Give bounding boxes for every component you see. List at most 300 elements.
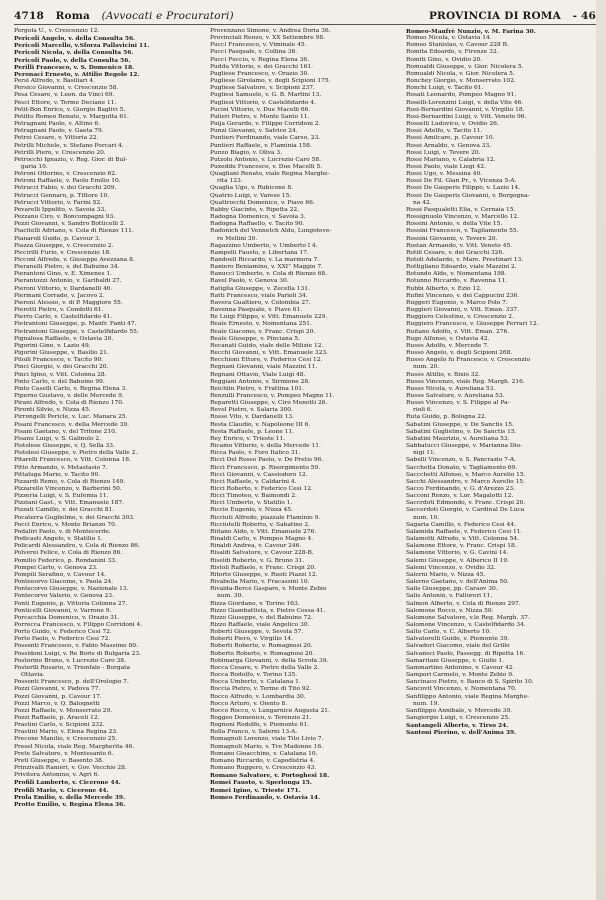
- directory-entry: Prola Emilio, v. della Mercede 39.: [14, 793, 126, 801]
- directory-entry: Saccerdoti Giorgio, v. Cardinal De Luca: [406, 507, 525, 514]
- directory-entry: Regnani Ottavio, Viale Luigi 48.: [210, 371, 306, 378]
- page-header: [14, 10, 596, 25]
- directory-entry: Romita Edoardo, v. Firenze 32.: [406, 49, 499, 56]
- directory-entry: Ricca Paolo, v. Foro Italico 31.: [210, 450, 301, 457]
- directory-entry: Petrucci Gennaro, p. Tittore 10.: [14, 192, 110, 199]
- directory-entry: Salamone Vittorio, v. G. Cavini 14.: [406, 550, 509, 557]
- directory-entry: Ravel Paolo, v. Genova 30.: [210, 278, 289, 285]
- directory-entry: Prastini Mario, v. Elena Regina 23.: [14, 729, 118, 736]
- directory-entry: Pontecorvo Valerio, v. Genova 23.: [14, 593, 114, 600]
- directory-entry: Romagnoli Mario, v. Tre Madonne 16.: [210, 743, 324, 750]
- directory-entry: Rosati Leonardo, Pompeo Magno 91.: [406, 92, 517, 99]
- directory-entry: Pugliesi Vittorio, v. Castelfidardo 4.: [210, 99, 316, 106]
- directory-entry: num. 20.: [413, 364, 440, 371]
- directory-entry: Pinto Caselli Carlo, v. Regina Elena 3.: [14, 385, 128, 392]
- directory-entry: Ronchi Luigi, v. Tacito 61.: [406, 85, 484, 92]
- directory-entry: Pozzi Raffaele, v. Monserrato 29.: [14, 707, 113, 714]
- directory-entry: rita 123.: [217, 178, 243, 185]
- directory-entry: Sabatini Guglielmo, v. De Sanctis 15.: [406, 428, 517, 435]
- directory-entry: Rossini Antonio, v. della Vite 15.: [406, 221, 503, 228]
- directory-entry: Sabatini Maurizio, v. Aureliana 53.: [406, 435, 510, 442]
- directory-entry: Pesci Ettore, v. Terme Deciane 11.: [14, 99, 117, 106]
- directory-entry: Sabatini Giuseppe, v. De Sanctis 15.: [406, 421, 514, 428]
- directory-entry: Radogna Raffaello, v. Tacito 90.: [210, 221, 305, 228]
- directory-entry: Romualdi Nicola, v. Gior. Nicolera 5.: [406, 70, 515, 77]
- directory-entry: Ruggeri Eugenio, v. Marco Polo 7.: [406, 299, 508, 306]
- directory-entry: Rosi-Bernardini Giovanni, v. Virgilio 18.: [406, 106, 525, 113]
- directory-entry: Petrei Cesare, v. Vittoria 22.: [14, 135, 99, 142]
- directory-entry: Pomilio Federico, p. Rondanini 33.: [14, 557, 117, 564]
- directory-entry: Renzulli Francesco, v. Pompeo Magno 11.: [210, 392, 335, 399]
- directory-entry: Sampori Carmelo, v. Monte Zebio 9.: [406, 672, 514, 679]
- directory-entry: Protto Emilio, v. Regina Elena 36.: [14, 800, 126, 808]
- directory-entry: Putzolu Antonio, v. Lucrezio Caro 58.: [210, 156, 321, 163]
- directory-entry: Provenzano Simone, v. Andrea Doria 36.: [210, 28, 331, 34]
- directory-entry: Salvaneci Paolo, Passegg. di Ripetta 16.: [406, 650, 526, 657]
- directory-entry: Rizzo Giuseppe, v. del Babuino 72.: [210, 614, 313, 621]
- directory-entry: Romano Riccardo, v. Capodistria 4.: [210, 757, 316, 764]
- directory-entry: Ricci Giovanni, v. Cassiodoro 12.: [210, 471, 308, 478]
- directory-entry: Petragnani Paolo, v. Gaeta 79.: [14, 128, 104, 135]
- directory-entry: Rufini Vincenzo, v. dei Cappucini 236.: [406, 292, 520, 299]
- directory-entry: Ricci Roberto, v. Federico Cesi 12.: [210, 486, 313, 492]
- directory-entry: Ricamo Vittorio, v. della Mercede 11.: [210, 443, 321, 450]
- directory-entry: Salis Antonio, v. Falloreri 11.: [406, 593, 493, 600]
- directory-entry: Prinzivalli Ranieri, v. Gov. Vecchio 28.: [14, 765, 127, 772]
- directory-entry: Pozzi Marco, v. Q. Baloqnetti: [14, 700, 100, 707]
- directory-entry: Petrilli Piero, v. Crescenzio 20.: [14, 149, 106, 156]
- directory-entry: Pierantoni Gino, v. E. Ximenes 1.: [14, 271, 112, 278]
- directory-entry: Russo Angelo, v. degli Scipioni 268.: [406, 350, 513, 357]
- directory-entry: Podicasti Angelo, v. Statilio 1.: [14, 536, 103, 543]
- directory-entry: Reggiani Antonio, v. Sirmione 28.: [210, 378, 310, 385]
- directory-entry: Sancinaco Pietro, v. Banco di S. Spirito 10.: [406, 679, 534, 686]
- directory-entry: Pericoli Angelo, v. della Consulta 56.: [14, 35, 136, 43]
- directory-entry: Quaglia Ugo, v. Rubicone 8.: [210, 185, 293, 192]
- directory-entry: Riccio Eugenio, v. Nizza 45.: [210, 507, 293, 514]
- directory-entry: Romei Igino, v. Trieste 171.: [210, 786, 301, 794]
- directory-entry: Rubbi Alberto, v. Ezio 12.: [406, 285, 482, 292]
- directory-entry: Pirrongelli Pericle, v. Luc. Manara 25.: [14, 414, 128, 421]
- directory-entry: Rocca Rodolfo, v. Torino 135.: [210, 672, 298, 679]
- directory-entry: Puija Gerardo, v. Filippo Corridoni 2.: [210, 121, 321, 128]
- directory-entry: Romeo-Manfrè Nunzio, v. M. Farina 30.: [406, 28, 536, 35]
- directory-entry: Pisani Francesco, v. della Mercede 39.: [14, 421, 129, 428]
- directory-entry: Rossignuolo Vincenzo, v. Marcello 12.: [406, 214, 519, 221]
- directory-entry: Rinaldi Andrea, v. Cavour 246.: [210, 543, 302, 550]
- directory-entry: Recchi Giovanni, v. Vitt. Emanuele 323.: [210, 350, 328, 357]
- directory-entry: Ranucci Umberto, v. Cola di Rienzo 68.: [210, 271, 328, 278]
- directory-entry: Pietrantoni Giuseppe, v. Castelfidardo 55.: [14, 328, 139, 335]
- directory-entry: Pierro Carlo, v. Castelfidardo 41.: [14, 314, 113, 321]
- directory-entry: Pericoli Paolo, v. della Consulta 56.: [14, 56, 131, 64]
- directory-entry: Piazza Giuseppe, v. Crescenzio 2.: [14, 242, 114, 249]
- directory-entry: Russo Nicola, v. Aureliana 53.: [406, 385, 496, 392]
- directory-entry: Pocaterra Guglielmo, v. dei Gracchi 303.: [14, 514, 135, 521]
- directory-entry: num. 10.: [413, 514, 440, 521]
- directory-entry: Precone Manilio, v. Crescenzio 25.: [14, 736, 118, 743]
- directory-entry: Petitto Romeo Renato, v. Margutta 61.: [14, 113, 129, 120]
- directory-entry: Ottavia.: [21, 672, 45, 679]
- directory-entry: Rottigliano Edoardo, viale Mazzini 2.: [406, 264, 517, 271]
- directory-entry: Pieranelli Pietro, v. del Babuino 34.: [14, 264, 120, 271]
- directory-entry: Roberti Roberto, v. Romagnosi 20.: [210, 643, 313, 650]
- directory-entry: Rossi Paolo, viale Liegi 42.: [406, 163, 486, 170]
- directory-entry: Posterlli Rosario, v. Trionfale - Borgata: [14, 664, 130, 671]
- directory-entry: Ricci Del Rosso Paolo, v. De Pretis 96.: [210, 457, 324, 464]
- directory-entry: Santangeli Alberto, v. Tirso 24.: [406, 722, 509, 730]
- directory-entry: Pericoli Marcello, v.Sforza Pallavicini 11.: [14, 42, 150, 50]
- directory-entry: Salmon Alberto, v. Cola di Rienzo 297.: [406, 600, 521, 607]
- directory-columns: [14, 28, 596, 888]
- directory-entry: Rossi Mariano, v. Calabria 12.: [406, 156, 496, 163]
- directory-entry: Polverei Felice, v. Cola di Rienzo 86.: [14, 550, 123, 557]
- directory-entry: Samaritani Giuseppe, v. Giulio 1.: [406, 657, 505, 664]
- directory-entry: Pesa Cesare, v. Leon. da Vinci 69.: [14, 92, 115, 99]
- header-left: [14, 10, 234, 22]
- directory-entry: Salemi Giuseppe, v. Alberico II 19.: [406, 557, 510, 564]
- directory-entry: Rotunno Riccardo, v. Ravenna 11.: [406, 278, 508, 285]
- directory-entry: Porto Guido, v. Federico Cesi 72.: [14, 629, 112, 636]
- column-3: [406, 28, 596, 888]
- directory-entry: Salomone Rocco, v. Nizza 50.: [406, 607, 494, 614]
- directory-entry: Pistolesi Giuseppe, v. Pietro della Valle 2.: [14, 450, 138, 457]
- directory-entry: Ravenna Pasquale, v. Piave 61.: [210, 307, 303, 314]
- directory-entry: Ristoli Raffaele, v. Franc. Crispi 20.: [210, 564, 317, 571]
- directory-entry: Pittaluga Mario, v. Tacito 90.: [14, 471, 101, 478]
- directory-entry: Rossi Adolfo, v. Tacito 11.: [406, 128, 483, 135]
- directory-entry: Ronchey Giorgio, v. Monserrato 102.: [406, 78, 516, 85]
- directory-entry: Pieroni Vittorio, v. Dardanelli 46.: [14, 285, 113, 292]
- directory-entry: Risaldi Salvatore, v. Cavour 228-B.: [210, 550, 314, 557]
- directory-entry: Policardi Alessandro, v. Cola di Rienzo 86.: [14, 543, 140, 550]
- directory-entry: Salemi Vincenzo, v. Ovidio 32.: [406, 564, 496, 571]
- directory-entry: Porcacchia Domenico, v. Orazio 31.: [14, 614, 120, 621]
- directory-entry: Pucini Vittorio, v. Due Macelli 66.: [210, 106, 311, 113]
- directory-entry: Piperno Gustavo, v. delle Mercede 9.: [14, 392, 124, 399]
- directory-entry: num. 19.: [413, 700, 440, 707]
- directory-entry: Romualdi Giuseppe, v. Gior. Nicolera 5.: [406, 63, 524, 70]
- directory-entry: Rostan Armando, v. Vitt. Veneto 45.: [406, 242, 513, 249]
- directory-entry: Pizziani Gast., v. Vitt. Emanuele 187.: [14, 500, 124, 507]
- directory-entry: Rosselli Ludovico, v. Ovidio 26.: [406, 121, 499, 128]
- directory-entry: Salamotti Alfredo, v. Vitt. Colonna 54.: [406, 536, 519, 543]
- directory-entry: Ruggieri Giovanni, v. Vitt. Eman. 337.: [406, 307, 519, 314]
- directory-entry: Rossini Giovanni, v. Tevere 20.: [406, 235, 498, 242]
- directory-entry: Resta Raffaele, p. Leone 11.: [210, 428, 295, 435]
- directory-entry: Saccrdoti Edmondo, v. Franc. Crispi 20.: [406, 500, 526, 507]
- directory-entry: Pergola U., v. Crescenzio 12.: [14, 28, 100, 34]
- directory-entry: Quagliani Renato, viale Regina Marghe-: [210, 171, 330, 178]
- directory-entry: Podaliri Paolo, v. di Montecerde.: [14, 528, 111, 535]
- directory-entry: Romeo Ferdinando, v. Ostavia 14.: [210, 793, 321, 801]
- directory-entry: Pizzeria Luigi, v. S. Eufemia 11.: [14, 493, 109, 500]
- directory-entry: Pezzi Giovanni, v. Sandro Botticelli 2.: [14, 221, 126, 228]
- directory-entry: Pitarelli Francesco, v. Vitt. Colonna 18.: [14, 457, 131, 464]
- directory-entry: Pinci Igino, v. Vitt. Colonna 28.: [14, 371, 107, 378]
- directory-entry: Riseldi Roberto, v. G. Bruno 31.: [210, 557, 305, 564]
- directory-entry: Sacco Ferdinando, v. G. d'Arezzo 23.: [406, 486, 516, 492]
- directory-entry: Sabbatucci Giuseppe, v. Marianna Dio-: [406, 443, 523, 450]
- directory-entry: Pistolese Giuseppe, v. Q. Sella 33.: [14, 443, 115, 450]
- directory-entry: Possenti Francesco, p. dell'Orologio 7.: [14, 679, 129, 686]
- directory-entry: Saccchetti Alfonso, v. Marco Aurelio 15.: [406, 471, 526, 478]
- directory-entry: Salvadori Giacomo, viale del Grillo: [406, 643, 510, 650]
- directory-entry: garia 10.: [21, 163, 48, 170]
- directory-entry: Ruitano Adolfo, v. Vitt. Eman. 276.: [406, 328, 510, 335]
- directory-entry: Radogna Domenico, v. Savoia 3.: [210, 214, 306, 221]
- directory-entry: Pitto Armando, v. Metastasio 7.: [14, 464, 108, 471]
- directory-entry: Petroni Ottorino, v. Crescenzio 62.: [14, 171, 117, 178]
- directory-entry: Romano Ruggero, v. Crescenzio 43.: [210, 765, 317, 772]
- directory-entry: Profili Mario, v. Cicerone 44.: [14, 786, 109, 794]
- directory-entry: Reale Ernesto, v. Nomentana 251.: [210, 321, 312, 328]
- directory-entry: Pozzi Giovanni, p. Cavour 17.: [14, 693, 102, 700]
- directory-entry: Regnani Giovanni, viale Mazzini 11.: [210, 364, 318, 371]
- directory-entry: Romano Gioacchino, v. Catalana 10.: [210, 750, 318, 757]
- directory-entry: Sacchi Alessandro, v. Marco Aurelio 15.: [406, 478, 525, 485]
- directory-entry: Russo Angelo fu Francesco, v. Crescenzio: [406, 357, 531, 364]
- directory-entry: Pizzati Camillo, v. dei Gracchi 81.: [14, 507, 115, 514]
- directory-entry: Puntieri Ferdinando, viale Carso, 23.: [210, 135, 321, 142]
- directory-entry: Presel Nicola, viale Reg. Margherita 46.: [14, 743, 135, 750]
- directory-entry: Porto Paolo, v. Federico Cesi 72.: [14, 636, 111, 643]
- directory-entry: Sangiorgio Luigi, v. Crescenzio 25.: [406, 715, 510, 721]
- directory-entry: Reichlin Pietro, v. Frattina 101.: [210, 385, 304, 392]
- directory-entry: Pieroni Alessio, v. di P. Maggiore 55.: [14, 299, 123, 306]
- directory-entry: Rognoni Rodolfo, v. Piemonte 61.: [210, 722, 310, 729]
- directory-entry: Ruggiero Francesco, v. Giuseppe Ferrari 12.: [406, 321, 539, 328]
- directory-entry: Persi Alfredo, v. Basiliari 4.: [14, 78, 96, 85]
- city-name: Roma: [55, 10, 91, 22]
- directory-entry: rioli 6.: [413, 407, 433, 414]
- directory-entry: Roberto Roberto, v. Romagnosi 20.: [210, 650, 315, 657]
- directory-entry: Pirani Alfredo, v. Cola di Rienzo 170.: [14, 400, 124, 407]
- directory-entry: Rizzo Giambattista, v. Pietro Cossa 41.: [210, 607, 326, 614]
- directory-entry: Rotoli Adelardo, v. Mare. Prestinari 13.: [406, 257, 524, 263]
- directory-entry: Rocca Cesare, v. Pietro della Valle 2.: [210, 664, 320, 671]
- directory-entry: Petragnani Paolo, v. Altino 6.: [14, 121, 101, 128]
- directory-entry: Sanfilippo Annibale, v. Mercede 39.: [406, 707, 513, 714]
- directory-entry: Punzi Giovanni, v. Satrico 24.: [210, 128, 298, 135]
- directory-entry: Rotili Cesare, v. dei Gracchi 326.: [406, 249, 505, 256]
- directory-entry: Sancovit Vincenzo, v. Nomentana 70.: [406, 686, 517, 693]
- directory-entry: Porrecca Francesco, v. Filippo Corridoni 4.: [14, 621, 143, 628]
- directory-entry: Pizzarello Vincenzo, v. Barberini 50.: [14, 486, 122, 492]
- directory-entry: Quattrocchi Domenico, v. Piave 66.: [210, 199, 315, 206]
- page-number: 4718: [14, 10, 45, 22]
- directory-entry: Ponticelli Giovanni, v. Varrone 9.: [14, 607, 112, 614]
- column-1: [14, 28, 204, 888]
- directory-entry: Ragazzino Umberto, v. Umberto I 4.: [210, 242, 318, 249]
- directory-entry: Salerno Gaetano, v. dell'Anima 50.: [406, 579, 509, 586]
- directory-entry: Rotundo Aldo, v. Nomentana 198.: [406, 271, 507, 278]
- directory-entry: Romeo Stanislao, v. Cavour 228 B.: [406, 42, 509, 49]
- directory-entry: Russo Vincenzo, v. S. Filippo al Pa-: [406, 400, 510, 407]
- directory-entry: Rossi Luigi, v. Tevere 20.: [406, 149, 481, 156]
- directory-entry: Reparetti Giuseppe, v. Ciro Menotti 26.: [210, 400, 328, 407]
- column-2: [210, 28, 400, 888]
- directory-entry: Rossini Francesco, v. Tagliamento 55.: [406, 228, 519, 235]
- directory-entry: Russo Vincenzo, viale Reg. Margh. 216.: [406, 378, 525, 385]
- directory-entry: Sacchetta Donato, v. Tagliamento 69.: [406, 464, 518, 471]
- directory-entry: Rivalda-Bercé Gaspare, v. Monte Zebio: [210, 586, 327, 593]
- directory-entry: Pierotti Pietro, v. Condotti 61.: [14, 307, 104, 314]
- directory-entry: Ricci Timoteo, v. Baimondi 2.: [210, 493, 297, 500]
- directory-entry: Quatrio Luigi, v. Varese 15.: [210, 192, 292, 199]
- directory-entry: Sagaria Camillo, v. Federico Cesi 44.: [406, 521, 516, 528]
- directory-entry: Ricci Umberto, v. Statilio 1.: [210, 500, 293, 507]
- directory-entry: Persico Giovanni, v. Crescenzio 58.: [14, 85, 119, 92]
- directory-entry: Roberti Piero, v. Virgilio 14.: [210, 636, 294, 643]
- directory-entry: re Mellini 30.: [217, 235, 258, 242]
- directory-entry: Reale Giacomo, v. Franc. Crispi 20.: [210, 328, 316, 335]
- directory-entry: Roselli-Lorenzini Luigi, v. della Vite 46.: [406, 99, 524, 106]
- directory-entry: Re Luigi Filippo, v. Vitt. Emanuele 229.: [210, 314, 328, 321]
- directory-entry: Pinci Giorgio, v. dei Gracchi 20.: [14, 364, 109, 371]
- directory-entry: Prastini Carlo, v. Scipioni 232.: [14, 722, 105, 729]
- directory-entry: Pisani Gaetano, v. del Tritone 210.: [14, 428, 117, 435]
- directory-entry: Santoni Pierino, v. dell'Anima 39.: [406, 729, 517, 737]
- directory-entry: Rosi-Bernardini Luigi, v. Vitt. Veneto 96.: [406, 113, 527, 120]
- directory-entry: Rossi Ugo, v. Messina 40.: [406, 171, 483, 178]
- directory-entry: Pigorini Giuseppe, v. Basilio 21.: [14, 350, 109, 357]
- directory-entry: Punzo Biagio, v. Oliva 3.: [210, 149, 283, 156]
- directory-entry: Rabby Giacinto, v. Ripetta 22.: [210, 206, 299, 213]
- directory-entry: Peronaci Ernesto, v. Attilio Regolo 12.: [14, 70, 140, 78]
- directory-entry: Rossi Arnaldo, v. Genova 33.: [406, 142, 492, 149]
- directory-entry: Sammartino Antonino, v. Cavour 42.: [406, 664, 515, 671]
- directory-entry: Privitera Antonino, v. Agri 6.: [14, 772, 100, 779]
- directory-entry: Ritorto Giuseppe, v. Ruoti Piazzi 12.: [210, 571, 318, 578]
- directory-entry: Raniero Beniamino, v. XXI° Maggio 7.: [210, 264, 323, 271]
- directory-entry: Rossi De Gasperis Giovanni, v. Borgogna-: [406, 192, 530, 199]
- directory-entry: Salomone Salvatore, v.le Reg. Margh. 37.: [406, 614, 530, 621]
- directory-entry: Sanfilippo Antonio, viale Regina Marghe-: [406, 693, 530, 700]
- directory-entry: Recanati Guido, viale delle Milizie 12.: [210, 342, 324, 349]
- directory-entry: Sacconi Renzo, v. Lor. Magalotti 12.: [406, 493, 514, 500]
- directory-entry: Petrucci Vittorio, v. Farini 52.: [14, 199, 103, 206]
- directory-entry: Sabelli Vincenzo, v. S. Pancrazio 7-A.: [406, 457, 516, 464]
- directory-entry: num. 30.: [217, 593, 244, 600]
- directory-entry: Pigorini Gino, v. Lazio 49.: [14, 342, 91, 349]
- directory-entry: Recchioni Ettore, v. Federico Cesi 12.: [210, 357, 323, 364]
- directory-entry: Roberti Giuseppe, v. Sevola 57.: [210, 629, 304, 636]
- directory-entry: Ricciuti Alfredo, piazzale Flaminio 9.: [210, 514, 321, 521]
- directory-entry: Pulieri Pietro, v. Monte Santo 11.: [210, 113, 310, 120]
- directory-entry: Ruoss Adolfo, v. Mercede 7.: [406, 342, 489, 349]
- directory-entry: Rocca Umberto, v. Catalana 1.: [210, 679, 301, 686]
- directory-entry: Pierantozzi Antonio, v. Garibaldi 27.: [14, 278, 122, 285]
- directory-entry: Rocco Rocco, v. Lungarnice Augusta 21.: [210, 707, 330, 714]
- directory-entry: Rosse Vito, v. Dardanelli 13.: [210, 414, 294, 421]
- directory-entry: Pisanu Luigi, v. S. Galinolo 2.: [14, 435, 102, 442]
- directory-entry: Russo Attilio, v. Bixio 32.: [406, 371, 481, 378]
- directory-entry: Perilli Francesco, v. S. Domenico 18.: [14, 63, 135, 71]
- directory-entry: na 42.: [413, 199, 432, 206]
- directory-entry: Pugliese Girolamo, v. degli Scipioni 175.: [210, 78, 331, 85]
- directory-entry: Pevarelli Ippolito, v. Savoia 33.: [14, 206, 107, 213]
- directory-entry: Rivabella Mario, v. Fracassini 10.: [210, 579, 310, 586]
- directory-entry: Ruta Guido, p. Bologna 22.: [406, 414, 487, 421]
- directory-entry: Piacitelli Adriano, v. Cola di Rienzo 111.: [14, 228, 134, 235]
- directory-entry: Pontecorvo Giuseppe, v. Nazionale 13.: [14, 586, 129, 593]
- directory-entry: Pocci Enrico, v. Monte Brianzo 70.: [14, 521, 117, 528]
- directory-entry: Rocco Alfredo, v. Lombardia 30.: [210, 693, 306, 700]
- directory-entry: Pirontí Silvio, v. Nizza 45.: [14, 407, 91, 414]
- directory-entry: Picconi Alfredo, v. Giuseppe Avezzana 8.: [14, 257, 135, 263]
- directory-entry: Rolla Franco, v. Salerni 13-A.: [210, 729, 298, 736]
- right-page-number: - 46: [572, 10, 596, 22]
- directory-entry: Ricciutelli Roberto, v. Sabatino 2.: [210, 521, 310, 528]
- directory-entry: Pucci Puccio, v. Regina Elena 36.: [210, 56, 309, 63]
- directory-entry: Salamone Ettore, v. Franc. Crispi 18.: [406, 543, 517, 550]
- directory-entry: Ravera Gualtiero, v. Colombia 27.: [210, 299, 311, 306]
- directory-entry: Pompei Carlo, v. Genova 23.: [14, 564, 98, 571]
- directory-entry: Pozzi Raffaele, p. Araceli 12.: [14, 715, 100, 721]
- directory-entry: Salamida Raffaele, v. Federico Cesi 11.: [406, 528, 523, 535]
- directory-entry: Rizza Giordano, v. Torino 163.: [210, 600, 300, 607]
- directory-entry: Pizzardi Remo, v. Cola di Rienzo 149.: [14, 478, 126, 485]
- directory-entry: Robimarga Giovanni, v. della Scrofa 39.: [210, 657, 329, 664]
- directory-entry: Ratiglia Giuseppe, v. Zecella 131.: [210, 285, 310, 292]
- directory-entry: Rinaldi Carlo, v. Pompeo Magno 4.: [210, 536, 314, 543]
- directory-entry: Petit-Bon Enrico, v. Giorgio Baglivi 5.: [14, 106, 126, 113]
- directory-entry: Petrocchi Ignazio, v. Reg. Gior. di Bul-: [14, 156, 128, 163]
- directory-entry: Pugliese Francesco, v. Orazio 30.: [210, 70, 310, 77]
- directory-entry: Resta Claudio, v. Napoleone III 6.: [210, 421, 311, 428]
- directory-entry: Pugliese Salvatore, v. Scipioni 237.: [210, 85, 315, 92]
- directory-entry: Pianaroli Guido, p. Cavour 3.: [14, 235, 101, 242]
- directory-entry: Puxeddu Francesco, v. Due Macelli 5.: [210, 163, 323, 170]
- directory-entry: Pinto Carlo, v. del Babuino 99.: [14, 378, 105, 385]
- directory-entry: Rossi Pasqualetti Elia, v. Cernaia 15.: [406, 206, 516, 213]
- directory-entry: Pucci Francesco, v. Viminale 45.: [210, 42, 307, 49]
- directory-entry: Profili Lamberto, v. Cicerone 44.: [14, 779, 121, 787]
- directory-entry: Romeo Nicola, v. Ostavia 14.: [406, 35, 492, 42]
- directory-entry: Piloili Francesco, v. Tacito 90.: [14, 357, 104, 364]
- directory-entry: Randoell Riccardo, v. La marmora 7.: [210, 257, 320, 263]
- directory-entry: Piermani Corrado, v. Jacovo 2.: [14, 292, 105, 299]
- directory-entry: Roccia Pietro, v. Terme di Tito 92.: [210, 686, 312, 693]
- directory-entry: Riitano Aldo, v. Vitt. Emanuele 276.: [210, 528, 317, 535]
- directory-entry: Petrucci Fabio, v. dei Gracchi 209.: [14, 185, 117, 192]
- directory-entry: Pericoli Nicola, v. della Consulta 56.: [14, 49, 134, 57]
- directory-entry: Salvatorelli Guido, v. Piemonte 39.: [406, 636, 510, 643]
- directory-entry: Puddu Vittorio, v. dei Gracchi 161.: [210, 63, 313, 70]
- directory-entry: Rey Enrico, v. Trieste 11.: [210, 435, 286, 442]
- directory-entry: Romiti Gino, v. Ovidio 20.: [406, 56, 483, 63]
- page-edge: [596, 0, 606, 900]
- directory-entry: Pietrantoni Giuseppe, p. Manfr. Fanti 47.: [14, 321, 137, 328]
- directory-entry: Roggeo Domenico, v. Terenzio 21.: [210, 715, 312, 721]
- directory-entry: Radonich del Vennetch Aldo, Lungoteve-: [210, 228, 332, 235]
- header-right: [429, 10, 596, 22]
- directory-entry: Rossi Amilcare, p. Cavour 10.: [406, 135, 495, 142]
- directory-entry: Reale Giuseppe, v. Pinciana 5.: [210, 335, 300, 342]
- directory-entry: Rocco Arturo, v. Oiento 8.: [210, 700, 288, 707]
- directory-entry: nigi 11.: [413, 450, 436, 457]
- directory-entry: Ponteeorvo Giacomo, v. Paola 24.: [14, 579, 114, 586]
- directory-entry: Rugo Alfonso, v. Ostavia 42.: [406, 335, 490, 342]
- province-title: PROVINCIA DI ROMA: [428, 10, 561, 22]
- directory-entry: Provinciali Renzo, v. XX Settembre 98.: [210, 35, 326, 42]
- directory-entry: Possidoni Luigi, v. Re Boris di Bulgaria 23.: [14, 650, 141, 657]
- directory-entry: Rizzo Raffaele, viale Angelico 30.: [210, 621, 310, 628]
- directory-entry: Romano Salvatore, v. Portoghesi 18.: [210, 772, 330, 780]
- directory-entry: Salomone Vincenzo, v. Castelfidardo 34.: [406, 621, 526, 628]
- directory-entry: Revel Pietro, v. Salaria 300.: [210, 407, 293, 414]
